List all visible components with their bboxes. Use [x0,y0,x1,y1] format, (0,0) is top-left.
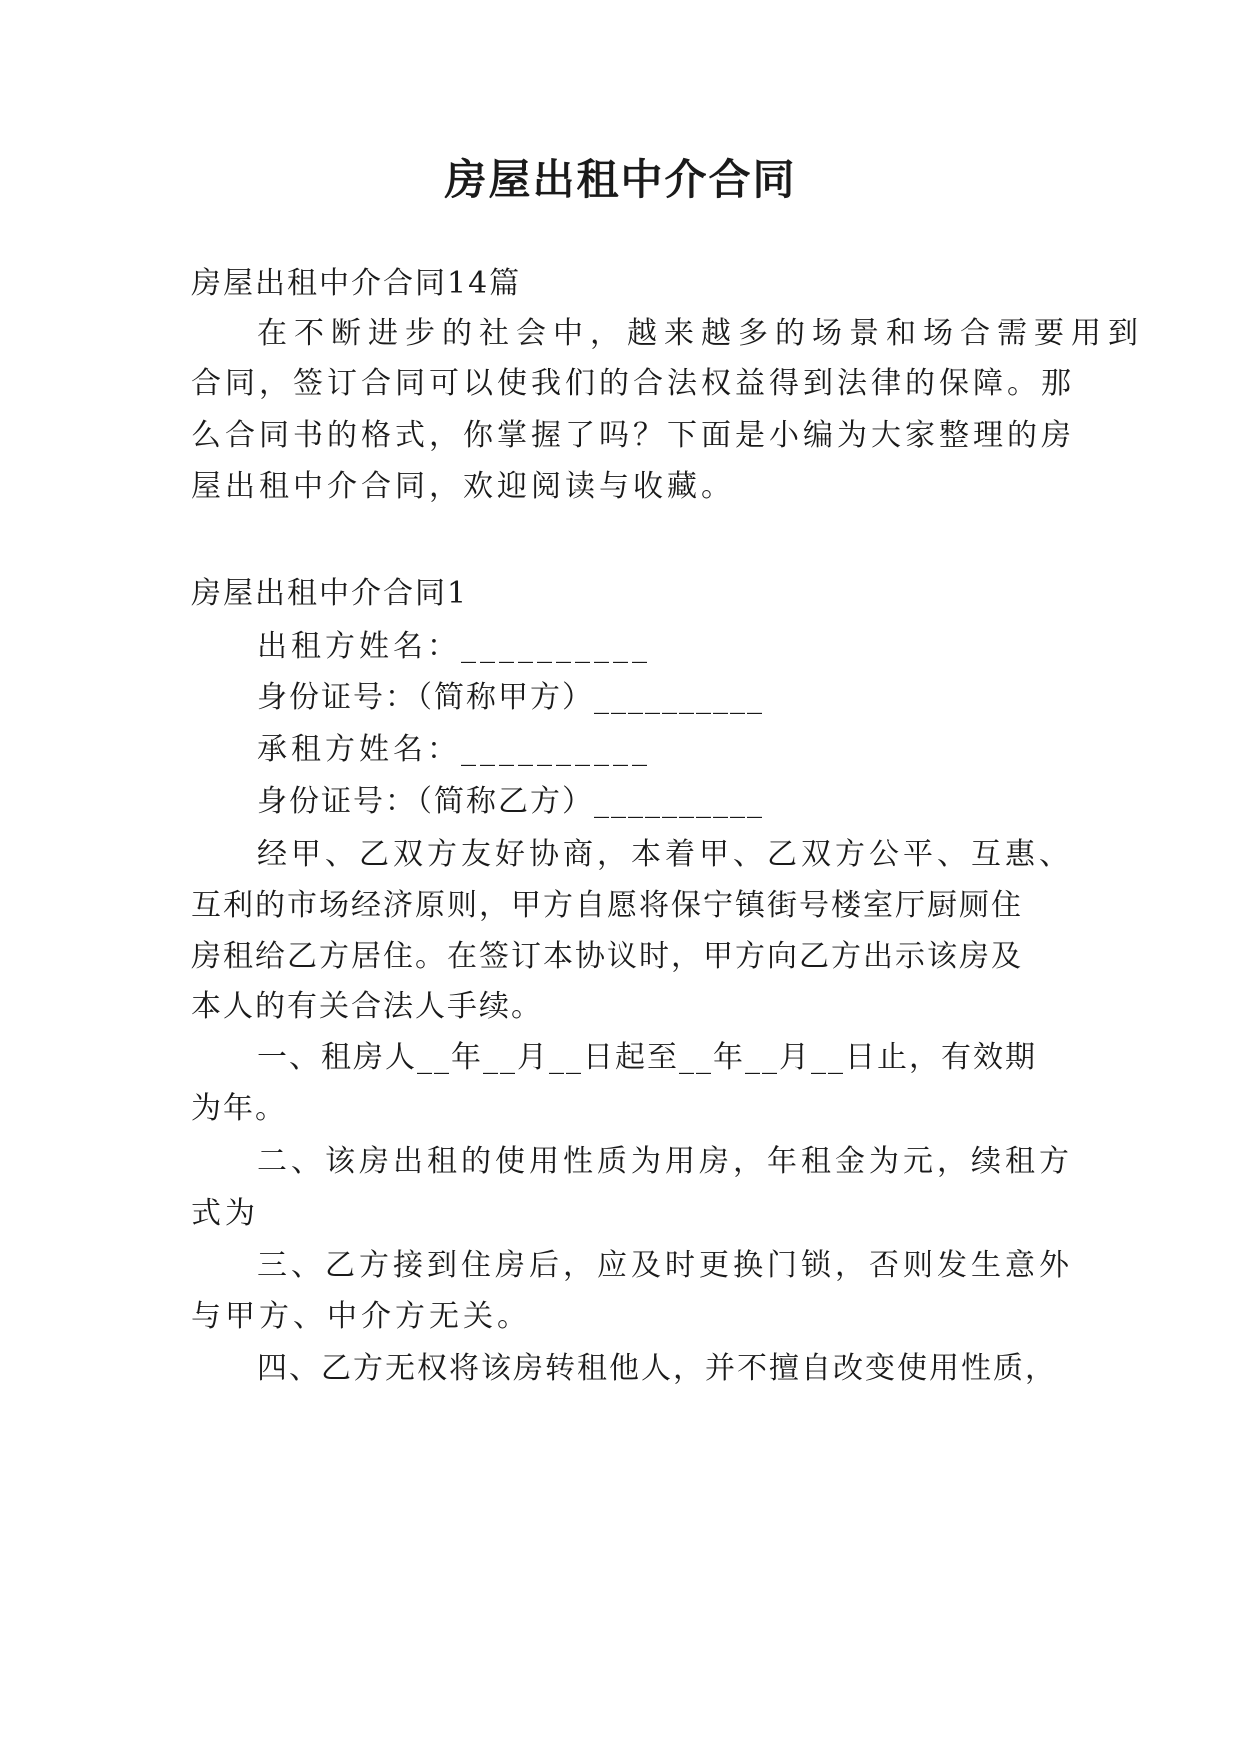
section-heading: 房屋出租中介合同1 [191,576,469,611]
intro-line-3: 么合同书的格式，你掌握了吗？下面是小编为大家整理的房 [191,418,1075,453]
clause-2-line-2: 式为 [191,1196,259,1231]
body-line-4: 本人的有关合法人手续。 [191,989,543,1024]
document-title: 房屋出租中介合同 [444,155,797,204]
body-line-2: 互利的市场经济原则，甲方自愿将保宁镇街号楼室厅厨厕住 [191,888,1023,923]
body-line-3: 房租给乙方居住。在签订本协议时，甲方向乙方出示该房及 [191,939,1023,974]
clause-1-line-2: 为年。 [191,1091,287,1126]
lessee-name-field: 承租方姓名：__________ [257,732,651,767]
lessee-id-field: 身份证号：（简称乙方）__________ [257,784,764,819]
intro-line-4: 屋出租中介合同，欢迎阅读与收藏。 [191,469,735,504]
intro-line-1: 在不断进步的社会中，越来越多的场景和场合需要用到 [257,316,1145,351]
intro-line-2: 合同，签订合同可以使我们的合法权益得到法律的保障。那 [191,366,1075,401]
lessor-name-field: 出租方姓名：__________ [257,629,651,664]
lessor-id-field: 身份证号：（简称甲方）__________ [257,680,764,715]
clause-3-line-2: 与甲方、中介方无关。 [191,1299,531,1334]
clause-3-line-1: 三、乙方接到住房后，应及时更换门锁，否则发生意外 [257,1248,1073,1283]
body-line-1: 经甲、乙双方友好协商，本着甲、乙双方公平、互惠、 [257,837,1073,872]
subtitle: 房屋出租中介合同14篇 [191,266,522,301]
clause-2-line-1: 二、该房出租的使用性质为用房，年租金为元，续租方 [257,1144,1073,1179]
clause-4-line-1: 四、乙方无权将该房转租他人，并不擅自改变使用性质， [257,1351,1057,1386]
clause-1-line-1: 一、租房人__年__月__日起至__年__月__日止，有效期 [257,1040,1037,1075]
